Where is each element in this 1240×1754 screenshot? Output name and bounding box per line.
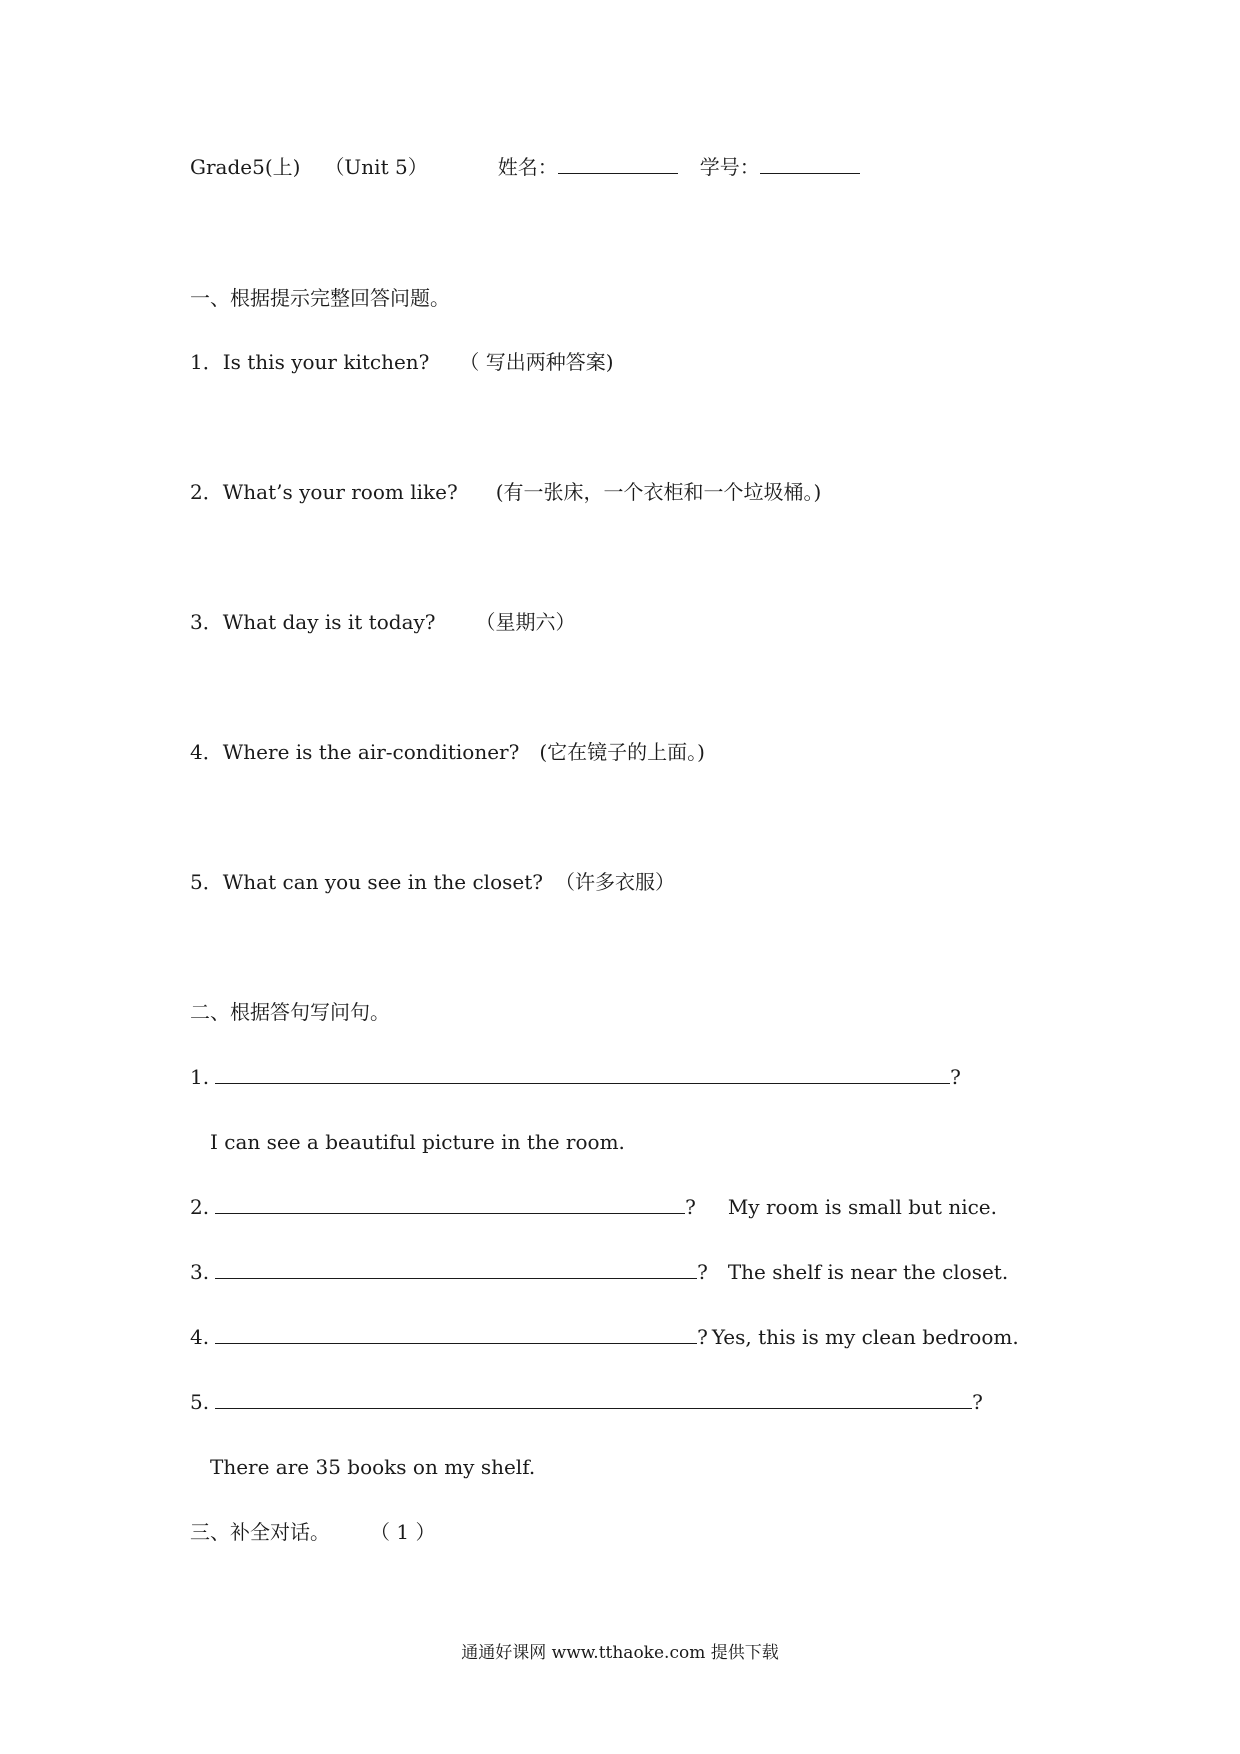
section2-answer-5: There are 35 books on my shelf.: [210, 1455, 536, 1479]
student-id-label: 学号：: [699, 155, 760, 179]
section1-question-1: 1．Is this your kitchen? （ 写出两种答案): [190, 350, 614, 374]
section1-question-5: 5．What can you see in the closet? （许多衣服）: [190, 870, 675, 894]
section2-item-1: 1. ?: [190, 1065, 961, 1089]
section2-item-5: 5. ?: [190, 1390, 983, 1414]
section1-question-2: 2．What’s your room like? (有一张床，一个衣柜和一个垃圾桶。): [190, 480, 822, 504]
section1-question-3: 3．What day is it today? （星期六）: [190, 610, 576, 634]
question-blank[interactable]: [215, 1388, 972, 1409]
section2-item-3: 3. ? The shelf is near the closet.: [190, 1260, 1009, 1284]
section2-item-4: 4. ? Yes, this is my clean bedroom.: [190, 1325, 1019, 1349]
section2-answer-1: I can see a beautiful picture in the room.: [210, 1130, 625, 1154]
footer-credit: 通通好课网 www.tthaoke.com 提供下载: [461, 1643, 779, 1663]
question-blank[interactable]: [215, 1193, 685, 1214]
section2-title: 二、根据答句写问句。: [190, 1000, 390, 1024]
section2-item-2: 2. ? My room is small but nice.: [190, 1195, 997, 1219]
section1-title: 一、根据提示完整回答问题。: [190, 286, 450, 310]
grade-label: Grade5(上): [190, 155, 301, 179]
name-blank[interactable]: [558, 153, 678, 174]
student-id-blank[interactable]: [760, 153, 860, 174]
unit-label: （Unit 5）: [324, 155, 428, 179]
name-label: 姓名：: [497, 155, 558, 179]
worksheet-header: [190, 153, 860, 181]
question-blank[interactable]: [215, 1063, 950, 1084]
section3-title: 三、补全对话。 （ 1 ）: [190, 1520, 436, 1544]
section1-question-4: 4．Where is the air-conditioner? (它在镜子的上面。): [190, 740, 705, 764]
question-blank[interactable]: [215, 1258, 697, 1279]
question-blank[interactable]: [215, 1323, 697, 1344]
